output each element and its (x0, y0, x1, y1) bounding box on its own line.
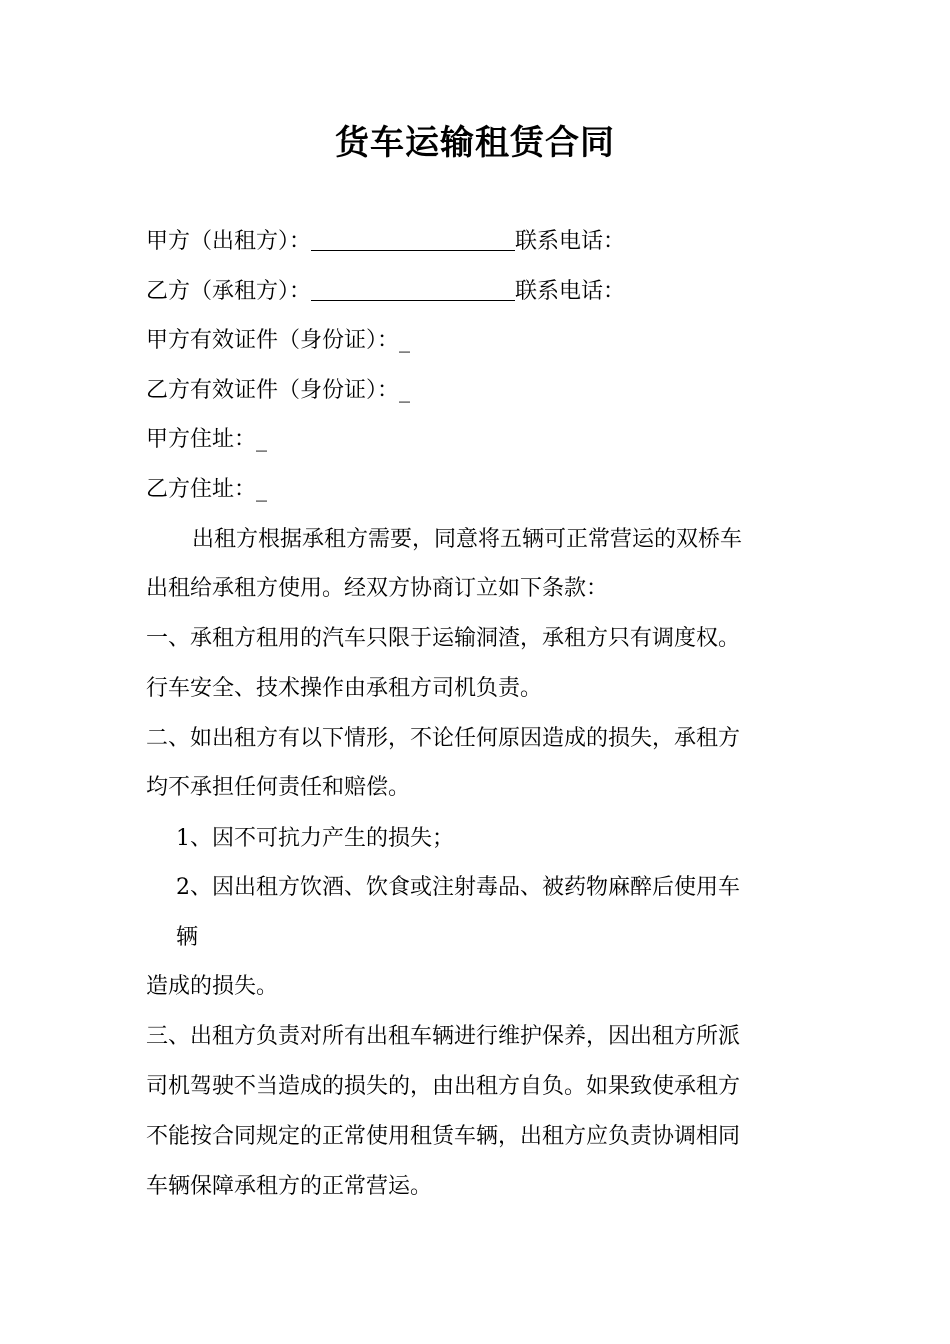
body-line: 不能按合同规定的正常使用租赁车辆，出租方应负责协调相同 (146, 1124, 741, 1149)
sub-item-1: 1、因不可抗力产生的损失； (176, 826, 454, 851)
party-a-address-line: 甲方住址：_ (146, 427, 268, 452)
document-title: 货车运输租赁合同 (335, 123, 615, 163)
body-line: 行车安全、技术操作由承租方司机负责。 (146, 676, 543, 701)
party-a-phone-label: 联系电话： (515, 229, 626, 254)
sub-item-2-continued: 辆 (176, 925, 199, 950)
body-line: 造成的损失。 (146, 974, 279, 999)
party-a-line (146, 227, 625, 257)
clause-3-line: 三、出租方负责对所有出租车辆进行维护保养，因出租方所派 (146, 1024, 741, 1049)
party-b-line (146, 277, 625, 307)
party-a-label: 甲方（出租方）： (146, 229, 312, 254)
party-b-blank (311, 278, 515, 301)
party-b-id-line: 乙方有效证件（身份证）：_ (146, 378, 411, 403)
body-line: 司机驾驶不当造成的损失的，由出租方自负。如果致使承租方 (146, 1074, 741, 1099)
party-b-address-line: 乙方住址：_ (146, 477, 268, 502)
clause-2-line: 二、如出租方有以下情形，不论任何原因造成的损失，承租方 (146, 726, 741, 751)
body-line: 出租给承租方使用。经双方协商订立如下条款： (146, 576, 609, 601)
party-b-phone-label: 联系电话： (515, 279, 626, 304)
body-line: 出租方根据承租方需要，同意将五辆可正常营运的双桥车 (192, 527, 743, 552)
sub-item-2: 2、因出租方饮酒、饮食或注射毒品、被药物麻醉后使用车 (176, 875, 740, 900)
clause-1-line: 一、承租方租用的汽车只限于运输洞渣，承租方只有调度权。 (146, 626, 741, 651)
party-b-label: 乙方（承租方）： (146, 279, 312, 304)
party-a-blank (311, 228, 515, 251)
party-a-id-line: 甲方有效证件（身份证）：_ (146, 328, 411, 353)
body-line: 均不承担任何责任和赔偿。 (146, 775, 411, 800)
body-line: 车辆保障承租方的正常营运。 (146, 1174, 433, 1199)
